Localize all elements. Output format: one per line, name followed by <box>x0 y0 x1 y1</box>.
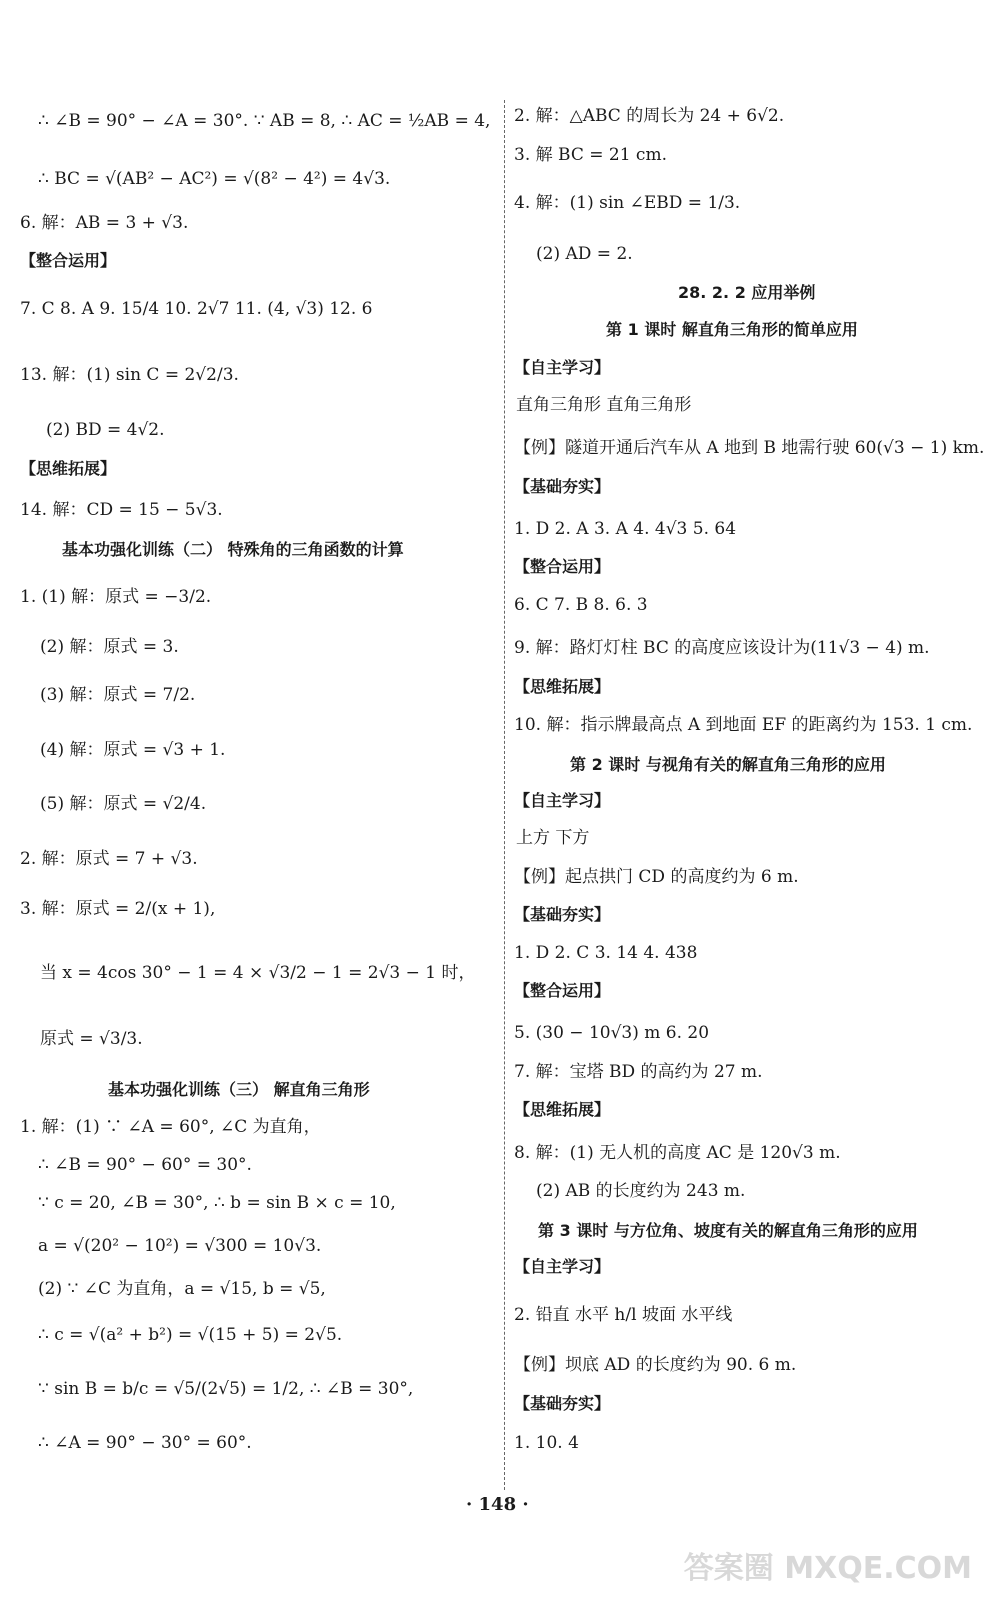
section-heading: 【基础夯实】 <box>514 1394 611 1413</box>
answer-line: (5) 解：原式 = √2/4. <box>40 794 207 814</box>
section-heading: 【基础夯实】 <box>514 905 611 924</box>
section-title: 第 2 课时 与视角有关的解直角三角形的应用 <box>570 755 886 774</box>
answer-line: 1. 解：(1) ∵ ∠A = 60°, ∠C 为直角， <box>20 1117 321 1137</box>
section-heading: 【整合运用】 <box>514 981 611 1000</box>
answer-line: 1. 10. 4 <box>514 1433 579 1453</box>
answer-line: 3. 解 BC = 21 cm. <box>514 145 667 165</box>
answer-line: 1. (1) 解：原式 = −3/2. <box>20 587 212 607</box>
answer-line: ∴ c = √(a² + b²) = √(15 + 5) = 2√5. <box>38 1325 343 1345</box>
answer-line: 当 x = 4cos 30° − 1 = 4 × √3/2 − 1 = 2√3 − 1 时， <box>40 963 476 983</box>
answer-line: 1. D 2. C 3. 14 4. 438 <box>514 943 698 963</box>
column-divider <box>504 100 505 1490</box>
answer-line: 【例】坝底 AD 的长度约为 90. 6 m. <box>514 1355 797 1375</box>
answer-line: ∵ c = 20, ∠B = 30°, ∴ b = sin B × c = 10, <box>38 1193 396 1213</box>
answer-line: ∴ ∠A = 90° − 30° = 60°. <box>38 1433 252 1453</box>
answer-line: (4) 解：原式 = √3 + 1. <box>40 740 226 760</box>
answer-line: 上方 下方 <box>516 828 590 848</box>
answer-line: (2) AB 的长度约为 243 m. <box>536 1181 746 1201</box>
answer-line: a = √(20² − 10²) = √300 = 10√3. <box>38 1236 322 1256</box>
section-heading: 【思维拓展】 <box>514 677 611 696</box>
section-heading: 【自主学习】 <box>514 791 611 810</box>
answer-line: ∴ ∠B = 90° − ∠A = 30°. ∵ AB = 8, ∴ AC = ½AB = 4, <box>38 111 491 131</box>
answer-line: (2) ∵ ∠C 为直角，a = √15, b = √5, <box>38 1279 326 1299</box>
answer-line: 2. 铅直 水平 h/l 坡面 水平线 <box>514 1305 733 1325</box>
answer-line: (2) 解：原式 = 3. <box>40 637 179 657</box>
answer-line: 直角三角形 直角三角形 <box>516 395 692 415</box>
answer-line: ∴ BC = √(AB² − AC²) = √(8² − 4²) = 4√3. <box>38 169 391 189</box>
answer-line: 10. 解：指示牌最高点 A 到地面 EF 的距离约为 153. 1 cm. <box>514 715 973 735</box>
answer-line: 13. 解：(1) sin C = 2√2/3. <box>20 365 239 385</box>
section-title: 28. 2. 2 应用举例 <box>678 283 816 302</box>
section-heading: 【整合运用】 <box>514 557 611 576</box>
answer-line: 7. C 8. A 9. 15/4 10. 2√7 11. (4, √3) 12. 6 <box>20 299 373 319</box>
page-number: · 148 · <box>466 1494 529 1515</box>
answer-line: (2) AD = 2. <box>536 244 633 264</box>
answer-line: ∴ ∠B = 90° − 60° = 30°. <box>38 1155 252 1175</box>
watermark-logo: 答案圈 MXQE.COM <box>683 1551 972 1586</box>
answer-line: 原式 = √3/3. <box>40 1029 143 1049</box>
answer-line: 【例】起点拱门 CD 的高度约为 6 m. <box>514 867 799 887</box>
section-heading: 【思维拓展】 <box>514 1100 611 1119</box>
answer-line: (3) 解：原式 = 7/2. <box>40 685 196 705</box>
answer-line: ∵ sin B = b/c = √5/(2√5) = 1/2, ∴ ∠B = 30°, <box>38 1379 414 1399</box>
answer-line: 14. 解：CD = 15 − 5√3. <box>20 500 223 520</box>
section-heading: 【基础夯实】 <box>514 477 611 496</box>
answer-line: 3. 解：原式 = 2/(x + 1), <box>20 899 216 919</box>
answer-line: 8. 解：(1) 无人机的高度 AC 是 120√3 m. <box>514 1143 841 1163</box>
answer-line: 2. 解：原式 = 7 + √3. <box>20 849 198 869</box>
answer-line: 7. 解：宝塔 BD 的高约为 27 m. <box>514 1062 763 1082</box>
section-title: 第 1 课时 解直角三角形的简单应用 <box>606 320 858 339</box>
section-title: 基本功强化训练（二） 特殊角的三角函数的计算 <box>62 540 404 559</box>
answer-line: 4. 解：(1) sin ∠EBD = 1/3. <box>514 193 741 213</box>
section-heading: 【自主学习】 <box>514 358 611 377</box>
answer-line: 6. C 7. B 8. 6. 3 <box>514 595 648 615</box>
answer-line: 9. 解：路灯灯柱 BC 的高度应该设计为(11√3 − 4) m. <box>514 638 930 658</box>
answer-line: 2. 解：△ABC 的周长为 24 + 6√2. <box>514 106 785 126</box>
answer-line: 【例】隧道开通后汽车从 A 地到 B 地需行驶 60(√3 − 1) km. <box>514 438 985 458</box>
answer-line: (2) BD = 4√2. <box>46 420 165 440</box>
answer-line: 1. D 2. A 3. A 4. 4√3 5. 64 <box>514 519 737 539</box>
section-heading: 【整合运用】 <box>20 251 117 270</box>
answer-line: 6. 解：AB = 3 + √3. <box>20 213 189 233</box>
section-heading: 【思维拓展】 <box>20 459 117 478</box>
section-title: 第 3 课时 与方位角、坡度有关的解直角三角形的应用 <box>538 1221 918 1240</box>
section-title: 基本功强化训练（三） 解直角三角形 <box>108 1080 370 1099</box>
answer-line: 5. (30 − 10√3) m 6. 20 <box>514 1023 710 1043</box>
section-heading: 【自主学习】 <box>514 1257 611 1276</box>
